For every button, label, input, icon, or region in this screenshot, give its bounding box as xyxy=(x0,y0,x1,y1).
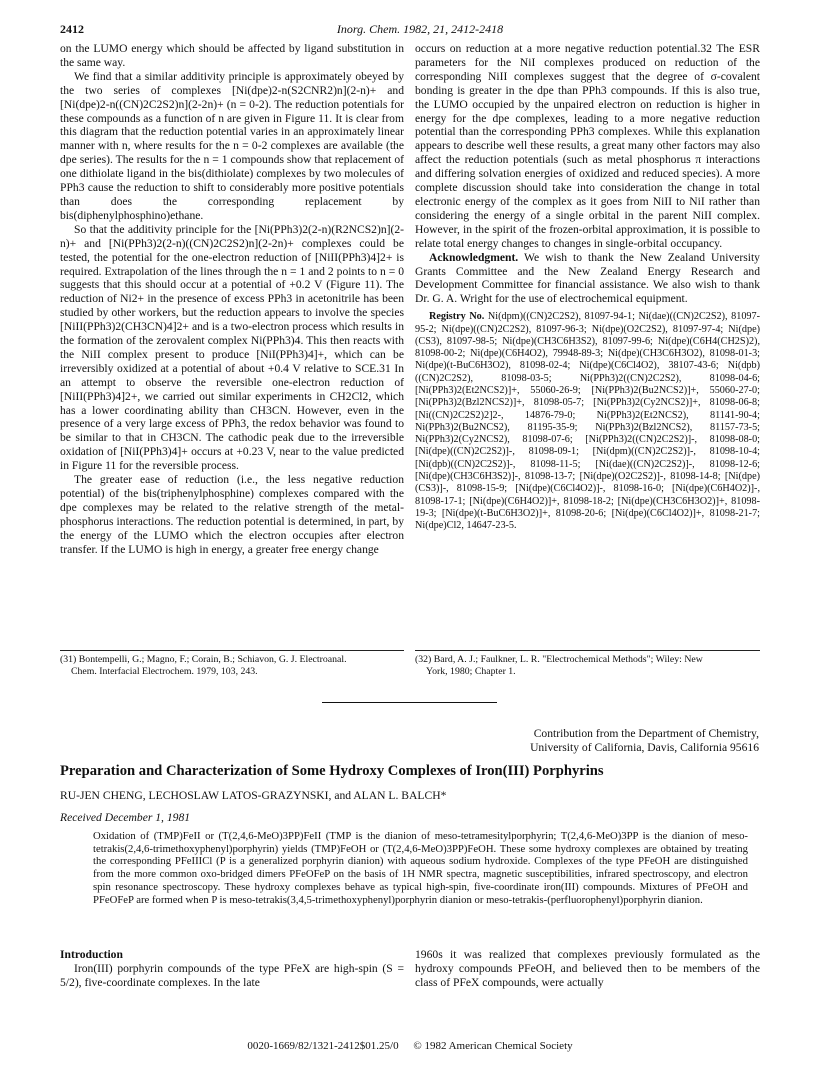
registry-paragraph xyxy=(415,311,760,532)
abstract: Oxidation of (TMP)FeII or (T(2,4,6-MeO)3PP)FeII (TMP is the dianion of meso-tetramesitylporphyrin; T(2,4,6-MeO)3PP is the dianion of meso-tetrakis(2,4,6-trimethoxyphenyl)porphyrin) yields (TMP)FeOH or (T(2,4,6-MeO)3PP)FeOH. These some hydroxy complexes are obtained by treating the corresponding PFeIIICl (P is a generalized porphyrin dianion) with aqueous sodium hydroxide. Complexes of the type PFeOH are distinguished from the more common oxo-bridged dimers PFeOFeP on the basis of 1H NMR spectra, magnetic susceptibilities, infrared spectroscopy, and electron spin resonance spectroscopy. These hydroxy complexes behave as typical high-spin, five-coordinate iron(III) compounds. Mixtures of PFeOH and PFeOFeP are formed when P is meso-tetrakis(3,4,5-trimethoxyphenyl)porphyrin dianion or meso-tetrakis-(perfluorophenyl)porphyrin dianion. xyxy=(93,830,748,906)
paragraph: The greater ease of reduction (i.e., the less negative reduction potential) of the bis(triphenylphosphine) complexes compared with the dpe complexes may be related to the relative strength of the metal-phosphorus interactions. The reduction potential is determined, in part, by the energy of the LUMO which the electron occupies after electron transfer. If the LUMO is high in energy, a greater free energy change xyxy=(60,473,404,556)
journal-reference: Inorg. Chem. 1982, 21, 2412-2418 xyxy=(336,22,504,36)
introduction-left-text: Iron(III) porphyrin compounds of the type PFeX are high-spin (S = 5/2), five-coordinate complexes. In the late xyxy=(60,962,404,989)
copyright: © 1982 American Chemical Society xyxy=(413,1040,573,1052)
introduction-heading: Introduction xyxy=(60,948,123,961)
paragraph: occurs on reduction at a more negative reduction potential.32 The ESR parameters for the NiI complexes produced on reduction of the corresponding NiII complexes suggest that the degree of σ-covalent bonding is greater in the dpe than PPh3 compounds. If this is also true, the LUMO occupied by the unpaired electron on reduction is higher in energy for the dpe complexes, leading to a more negative reduction potential than the corresponding PPh3 complexes. While this explanation appears to describe well these results, a great many other factors may also affect the reduction potentials (such as metal phosphorus π interactions and differing solvation energies of oxidized and reduced species). A more complete discussion should take into consideration the change in total electronic energy of the complex as it goes from NiII to NiI rather than considering the energy of a single orbital in the parent NiII complex. However, in the spirit of the frozen-orbital approximation, it is possible to relate total energy changes to changes in single-orbital occupancy. xyxy=(415,42,760,250)
acknowledgment-text: We wish to thank the New Zealand University Grants Committee and the New Zealand Energy Research and Development Committee for financial assistance. We also wish to thank Dr. G. A. Wright for the use of electrochemical equipment. xyxy=(415,250,760,306)
article-title: Preparation and Characterization of Some Hydroxy Complexes of Iron(III) Porphyrins xyxy=(60,763,604,779)
footnote-rule-left xyxy=(60,650,404,651)
article-code: 0020-1669/82/1321-2412$01.25/0 xyxy=(247,1040,399,1052)
footnote-31 xyxy=(60,654,404,677)
contribution-note xyxy=(419,727,759,755)
paragraph: We find that a similar additivity principle is approximately obeyed by the two series of complexes [Ni(dpe)2-n(S2CNR2)n](2-n)+ and [Ni(dpe)2-n((CN)2C2S2)n](2-2n)+ (n = 0-2). The reduction potentials for these compounds as a function of n are given in Figure 11. It is clear from this diagram that the reduction potential varies in an approximately linear manner with n, where results for the n = 0-2 complexes are available (the dpe series). The results for the n = 1 compounds show that replacement of one dithiolate ligand in the bis(dithiolate) complexes by two molecules of PPh3 cause the reduction to shift to considerably more positive potentials than does the corresponding replacement by bis(diphenylphosphino)ethane. xyxy=(60,69,404,222)
article-authors: RU-JEN CHENG, LECHOSLAW LATOS-GRAZYNSKI, and ALAN L. BALCH* xyxy=(60,789,447,802)
acknowledgment-paragraph xyxy=(415,251,760,307)
contribution-line: Contribution from the Department of Chemistry, xyxy=(533,727,759,740)
registry-heading: Registry No. xyxy=(429,311,485,323)
footnote-rule-right xyxy=(415,650,760,651)
introduction-right-text: 1960s it was realized that complexes previously formulated as the hydroxy compounds PFeOH, and believed then to be members of the class of PFeX compounds, were actually xyxy=(415,948,760,989)
footnote-32 xyxy=(415,654,760,677)
contribution-line: University of California, Davis, California 95616 xyxy=(530,740,759,754)
received-date: Received December 1, 1981 xyxy=(60,811,191,824)
left-column xyxy=(60,42,404,557)
page-footer xyxy=(0,1040,820,1052)
paragraph: So that the additivity principle for the [Ni(PPh3)2(2-n)(R2NCS2)n](2-n)+ and [Ni(PPh3)2(2-n)((CN)2C2S2)n](2-2n)+ complexes could be tested, the potential for the one-electron reduction of [NiII(PPh3)4]2+ is required. Extrapolation of the lines through the n = 1 and 2 points to n = 0 suggests that this should occur at a potential of +0.2 V (Figure 11). The reduction of Ni2+ in the presence of excess PPh3 in acetonitrile has been studied by other workers, but the reduction appears to involve the species [NiII(PPh3)2(CH3CN)4]2+ and is a two-electron process which results in the formation of the zerovalent complex Ni(PPh3)4. This then reacts with the NiII complex present to produce [NiI(PPh3)4]+, which can be irreversibly oxidized at a potential of about +0.4 V relative to SCE.31 In an attempt to observe the reversible one-electron reduction of [NiII(PPh3)4]2+, we carried out similar experiments in CH2Cl2, which has a lower coordinating ability than CH3CN. However, even in the presence of a very large excess of PPh3, the redox behavior was found to be similar to that in CH3CN. The cathodic peak due to the irreversible oxidation of [NiI(PPh3)4]+ occurs at +0.23 V, near to the value predicted in Figure 11 for the reversible process. xyxy=(60,222,404,473)
footnote-line: York, 1980; Chapter 1. xyxy=(426,665,516,677)
page-number: 2412 xyxy=(60,22,84,36)
running-header xyxy=(60,22,780,40)
registry-text: Ni(dpm)((CN)2C2S2), 81097-94-1; Ni(dae)((CN)2C2S2), 81097-95-2; Ni(dpe)((CN)2C2S2), 81097-96-3; Ni(dpe)(O2C2S2), 81097-97-4; Ni(dpe)(CS3), 81097-98-5; Ni(dpe)(CH3C6H3S2), 81097-99-6; Ni(dpe)(C6H4(CH2S)2), 81098-00-2; Ni(dpe)(C6H4O2), 79948-89-3; Ni(dpe)(CH3C6H3O2), 81098-01-3; Ni(dpe)(t-BuC6H3O2), 81098-02-4; Ni(dpe)(C6Cl4O2), 38107-43-6; Ni(dpb)((CN)2C2S2), 81098-03-5; Ni(PPh3)2((CN)2C2S2), 81098-04-6; [Ni(PPh3)2(Et2NCS2)]+, 55060-26-9; [Ni(PPh3)2(Bu2NCS2)]+, 55060-27-0; [Ni(PPh3)2(Bzl2NCS2)]+, 81098-05-7; [Ni(PPh3)2(Cy2NCS2)]+, 81098-06-8; [Ni((CN)2C2S2)2]2-, 14876-79-0; Ni(PPh3)2(Et2NCS2), 81141-90-4; Ni(PPh3)2(Bu2NCS2), 81195-35-9; Ni(PPh3)2(Bzl2NCS2), 81157-73-5; Ni(PPh3)2(Cy2NCS2), 81098-07-6; [Ni(PPh3)2((CN)2C2S2)]-, 81098-08-0; [Ni(dpe)((CN)2C2S2)]-, 81098-09-1; [Ni(dpm)((CN)2C2S2)]-, 81098-10-4; [Ni(dpb)((CN)2C2S2)]-, 81098-11-5; [Ni(dae)((CN)2C2S2)]-, 81098-12-6; [Ni(dpe)(CH3C6H3S2)]-, 81098-13-7; [Ni(dpe)(O2C2S2)]-, 81098-14-8; [Ni(dpe)(CS3)]-, 81098-15-9; [Ni(dpe)(C6Cl4O2)]-, 81098-16-0; [Ni(dpe)(C6H4O2)]-, 81098-17-1; [Ni(dpe)(C6H4O2)]+, 81098-18-2; [Ni(dpe)(CH3C6H3O2)]+, 81098-19-3; [Ni(dpe)(t-BuC6H3O2)]+, 81098-20-6; [Ni(dpe)(C6Cl4O2)]+, 81098-21-7; Ni(dpe)Cl2, 14647-23-5. xyxy=(415,311,760,532)
footnote-line: Chem. Interfacial Electrochem. 1979, 103, 243. xyxy=(71,665,258,677)
paragraph: on the LUMO energy which should be affected by ligand substitution in the same way. xyxy=(60,42,404,69)
article-separator xyxy=(322,702,497,703)
acknowledgment-heading: Acknowledgment. xyxy=(429,250,519,264)
footnote-line: (31) Bontempelli, G.; Magno, F.; Corain, B.; Schiavon, G. J. Electroanal. xyxy=(60,654,347,665)
footnote-line: (32) Bard, A. J.; Faulkner, L. R. "Electrochemical Methods"; Wiley: New xyxy=(415,654,703,665)
right-column xyxy=(415,42,760,533)
